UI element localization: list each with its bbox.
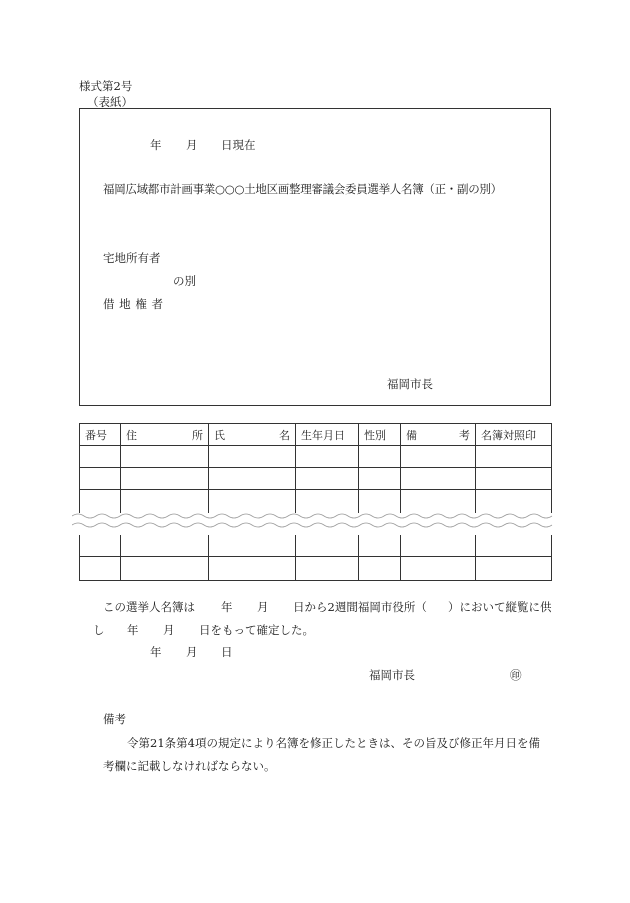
col-header-address: 住 所 xyxy=(121,424,209,446)
cert-line1-b: 日から2週間福岡市役所（ xyxy=(293,600,427,614)
owner-type-2-char: 借 xyxy=(103,297,115,311)
cover-title: 福岡広域都市計画事業○○○土地区画整理審議会委員選挙人名簿（正・副の別） xyxy=(103,182,502,196)
owner-type-2-char: 地 xyxy=(119,297,131,311)
owner-type-2-char: 権 xyxy=(135,297,147,311)
cert-date-day: 日 xyxy=(221,645,233,659)
cert-line2-b: 日をもって確定した。 xyxy=(199,623,314,637)
cert-date-month: 月 xyxy=(186,645,198,659)
owner-type-2 xyxy=(103,296,163,312)
cert-line1-a: この選挙人名簿は xyxy=(103,600,195,614)
table-row xyxy=(80,535,552,557)
table-row xyxy=(80,557,552,581)
cert-signer: 福岡市長 xyxy=(369,668,415,682)
table-row xyxy=(80,446,552,468)
col-header-name: 氏 名 xyxy=(209,424,296,446)
cover-date-day: 日現在 xyxy=(221,138,256,152)
cover-issuer: 福岡市長 xyxy=(387,377,433,391)
cert-line1-year: 年 xyxy=(221,600,233,614)
table-row xyxy=(80,468,552,490)
col-header-gender: 性別 xyxy=(359,424,401,446)
seal-mark: ㊞ xyxy=(510,668,522,682)
cert-line2-year: 年 xyxy=(127,623,139,637)
remarks-line1: 令第21条第4項の規定により名簿を修正したときは、その旨及び修正年月日を備 xyxy=(127,736,540,750)
form-number: 様式第2号 xyxy=(79,79,133,93)
owner-distinction: の別 xyxy=(173,274,196,288)
owner-type-1: 宅地所有者 xyxy=(103,251,161,265)
col-header-number: 番号 xyxy=(80,424,121,446)
cert-line1-month: 月 xyxy=(257,600,269,614)
roster-table-top xyxy=(79,423,552,513)
cover-label: （表紙） xyxy=(87,95,133,109)
cert-line2-a: し xyxy=(93,623,105,637)
col-header-seal: 名簿対照印 xyxy=(476,424,552,446)
remarks-line2: 考欄に記載しなければならない。 xyxy=(103,759,276,773)
cover-date-month: 月 xyxy=(186,138,198,152)
cover-date-year: 年 xyxy=(150,138,162,152)
roster-table-bottom xyxy=(79,535,552,581)
col-header-remarks: 備 考 xyxy=(401,424,476,446)
cert-date-year: 年 xyxy=(150,645,162,659)
owner-type-2-char: 者 xyxy=(151,297,163,311)
col-header-birthdate: 生年月日 xyxy=(296,424,359,446)
table-header-row xyxy=(80,424,552,446)
table-break-mark xyxy=(72,510,558,532)
cert-line1-c: ）において縦覧に供 xyxy=(448,600,552,614)
remarks-heading: 備考 xyxy=(103,712,126,726)
cert-line2-month: 月 xyxy=(163,623,175,637)
